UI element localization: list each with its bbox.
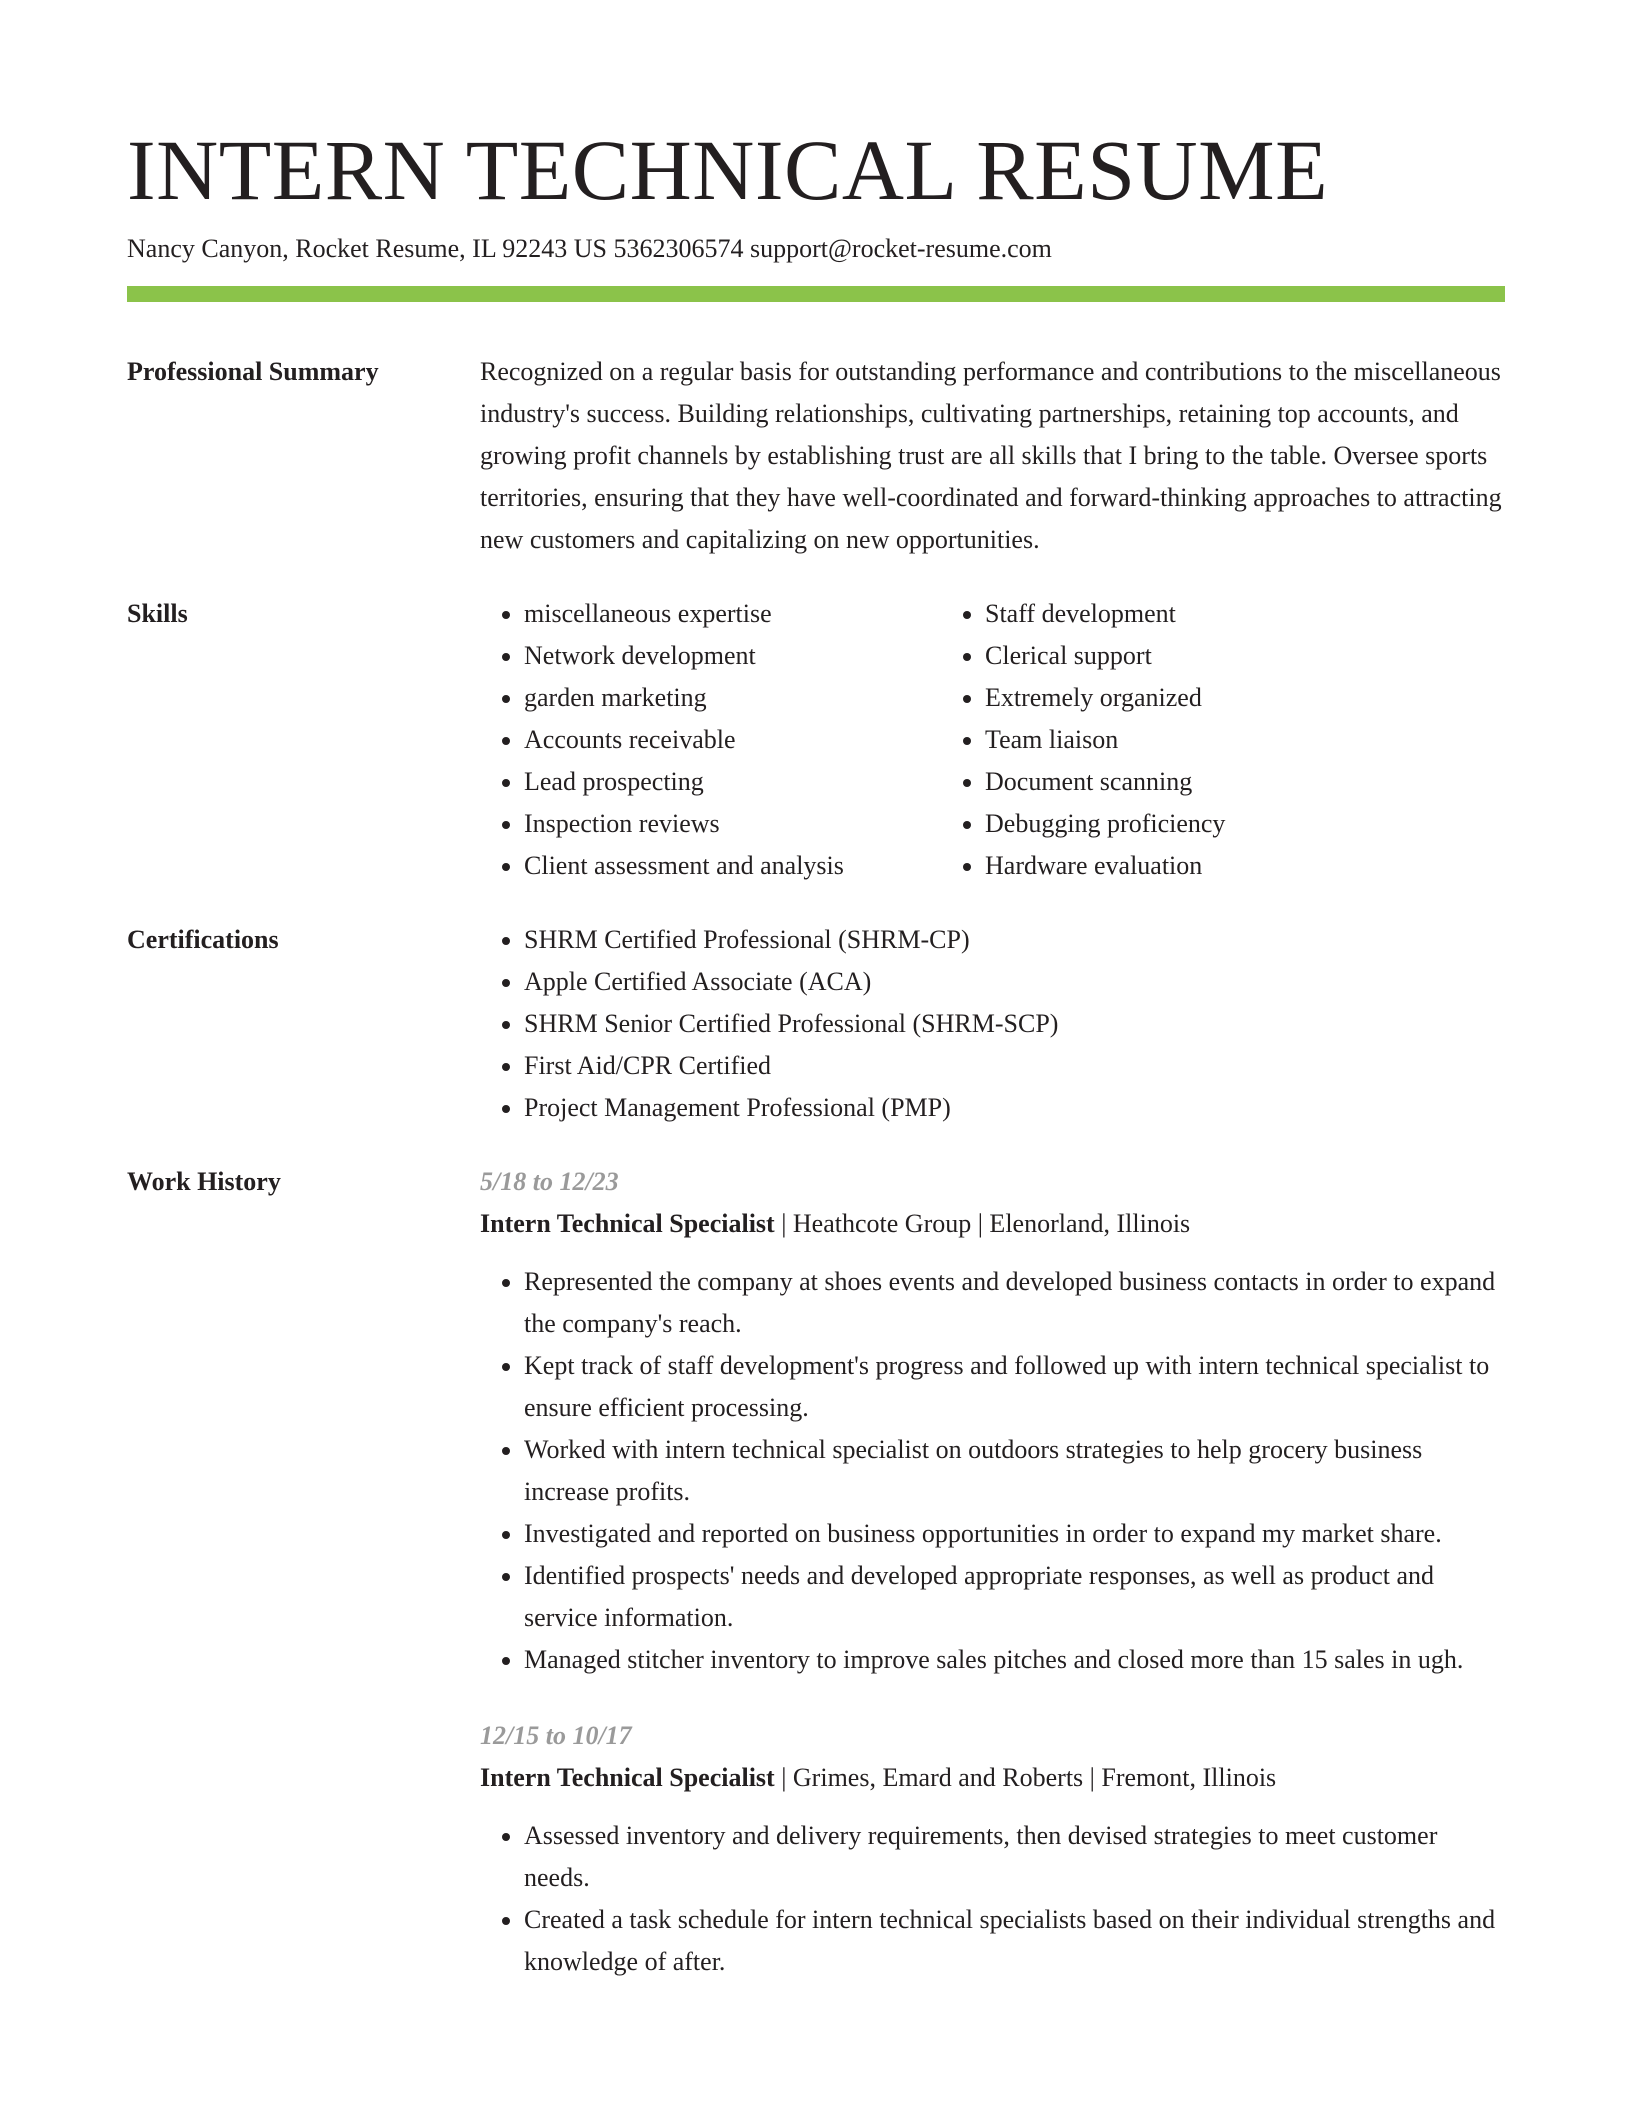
job-bullet: • Created a task schedule for intern technical specialists based on their individual strengths and knowledge of after. [524, 1899, 1505, 1983]
work-history-label: Work History [127, 1167, 281, 1196]
job-entry [480, 1715, 1505, 1983]
summary-text: Recognized on a regular basis for outstanding performance and contributions to the miscellaneous industry's success. Building relationships, cultivating partnerships, retaining top accounts, and growing profit channels by establishing trust are all skills that I bring to the table. Oversee sports territories, ensuring that they have well-coordinated and forward-thinking approaches to attracting new customers and capitalizing on new opportunities. [480, 357, 1502, 554]
job-bullet: • Kept track of staff development's progress and followed up with intern technical specialist to ensure efficient processing. [524, 1345, 1505, 1429]
contact-line [127, 232, 1505, 266]
job-employer-location: | Heathcote Group | Elenorland, Illinois [774, 1209, 1191, 1238]
work-history-section [127, 1161, 1505, 1983]
skill-item: • Team liaison [985, 719, 1421, 761]
skills-column-2 [941, 593, 1421, 887]
contact-phone[interactable]: 5362306574 [613, 234, 744, 263]
resume-page [127, 120, 1505, 1983]
skill-item: • garden marketing [524, 677, 941, 719]
job-bullets [480, 1815, 1505, 1983]
job-bullet: • Managed stitcher inventory to improve sales pitches and closed more than 15 sales in ugh. [524, 1639, 1505, 1681]
job-title-line [480, 1203, 1505, 1245]
skill-item: • Inspection reviews [524, 803, 941, 845]
resume-title: INTERN TECHNICAL RESUME [127, 122, 1329, 218]
certification-item: • First Aid/CPR Certified [524, 1045, 1505, 1087]
skill-item: • miscellaneous expertise [524, 593, 941, 635]
summary-section [127, 351, 1505, 561]
job-bullet: • Identified prospects' needs and developed appropriate responses, as well as product and service information. [524, 1555, 1505, 1639]
job-entry [480, 1161, 1505, 1681]
skill-item: • Extremely organized [985, 677, 1421, 719]
skill-item: • Staff development [985, 593, 1421, 635]
summary-label: Professional Summary [127, 357, 379, 386]
job-bullet: • Investigated and reported on business opportunities in order to expand my market share. [524, 1513, 1505, 1555]
skill-item: • Network development [524, 635, 941, 677]
skills-section [127, 593, 1505, 887]
certifications-label: Certifications [127, 925, 279, 954]
skill-item: • Debugging proficiency [985, 803, 1421, 845]
job-bullet: • Assessed inventory and delivery requirements, then devised strategies to meet customer needs. [524, 1815, 1505, 1899]
certifications-body [480, 919, 1505, 1129]
certifications-list [480, 919, 1505, 1129]
skills-label: Skills [127, 599, 188, 628]
contact-email[interactable]: support@rocket-resume.com [749, 234, 1052, 263]
certifications-section [127, 919, 1505, 1129]
job-title: Intern Technical Specialist [480, 1763, 775, 1792]
header-divider [127, 286, 1505, 302]
skills-columns [480, 593, 1505, 887]
job-bullets [480, 1261, 1505, 1681]
skill-item: • Hardware evaluation [985, 845, 1421, 887]
skill-item: • Lead prospecting [524, 761, 941, 803]
job-title-line [480, 1757, 1505, 1799]
certification-item: • SHRM Senior Certified Professional (SHRM-SCP) [524, 1003, 1505, 1045]
contact-name: Nancy Canyon, [127, 234, 289, 263]
job-dates: 12/15 to 10/17 [480, 1721, 632, 1750]
work-history-body [480, 1161, 1505, 1983]
skill-item: • Client assessment and analysis [524, 845, 941, 887]
job-dates: 5/18 to 12/23 [480, 1167, 619, 1196]
job-bullet: • Worked with intern technical specialist on outdoors strategies to help grocery business increase profits. [524, 1429, 1505, 1513]
skill-item: • Clerical support [985, 635, 1421, 677]
job-employer-location: | Grimes, Emard and Roberts | Fremont, Illinois [774, 1763, 1277, 1792]
skill-item: • Accounts receivable [524, 719, 941, 761]
certification-item: • SHRM Certified Professional (SHRM-CP) [524, 919, 1505, 961]
skill-item: • Document scanning [985, 761, 1421, 803]
certification-item: • Apple Certified Associate (ACA) [524, 961, 1505, 1003]
contact-address: Rocket Resume, IL 92243 US [295, 234, 607, 263]
job-bullet: • Represented the company at shoes events and developed business contacts in order to expand the company's reach. [524, 1261, 1505, 1345]
skills-column-1 [480, 593, 941, 887]
certification-item: • Project Management Professional (PMP) [524, 1087, 1505, 1129]
job-title: Intern Technical Specialist [480, 1209, 775, 1238]
